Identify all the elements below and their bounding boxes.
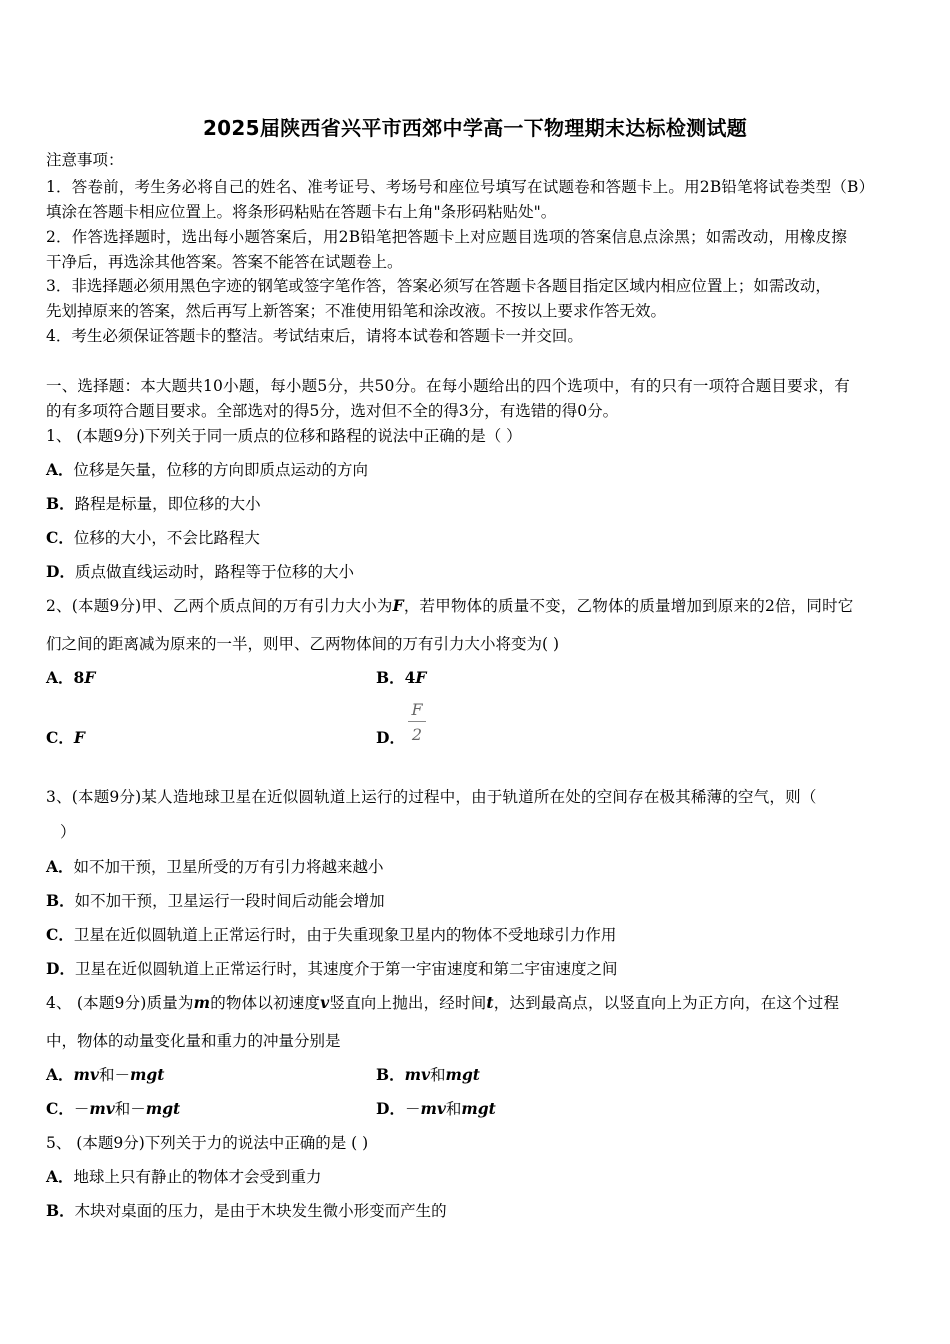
section-intro: 一、选择题：本大题共10小题，每小题5分，共50分。在每小题给出的四个选项中，有的只有一项符合题目要求，有 (46, 377, 850, 395)
option-letter: A． (46, 460, 74, 479)
stem-text: ，若甲物体的质量不变，乙物体的质量增加到原来的2倍，同时它 (403, 597, 854, 615)
stem-text: 2、(本题9分)甲、乙两个质点间的万有引力大小为 (46, 597, 393, 615)
option-letter: B． (46, 891, 75, 910)
page-title: 2025届陕西省兴平市西郊中学高一下物理期末达标检测试题 (202, 116, 748, 140)
question-5-stem: 5、 (本题9分)下列关于力的说法中正确的是 ( ) (46, 1134, 369, 1152)
variable-v: v (320, 993, 330, 1012)
question-4-option-c (46, 1099, 180, 1119)
option-letter: D． (376, 728, 405, 747)
option-text: 地球上只有静止的物体才会受到重力 (73, 1168, 322, 1186)
option-letter: A． (46, 1065, 74, 1084)
section-intro: 的有多项符合题目要求。全部选对的得5分，选对但不全的得3分，有选错的得0分。 (46, 402, 619, 420)
notice-line: 干净后，再选涂其他答案。答案不能答在试题卷上。 (46, 253, 403, 271)
stem-text: 竖直向上抛出，经时间 (329, 994, 487, 1012)
option-text: 卫星在近似圆轨道上正常运行时，由于失重现象卫星内的物体不受地球引力作用 (73, 926, 617, 944)
option-term: mv (420, 1099, 446, 1118)
fraction-numerator: F (411, 700, 423, 719)
option-letter: A． (46, 668, 74, 687)
question-3-stem-cont: ） (60, 823, 76, 841)
question-1-option-c (46, 528, 260, 548)
option-letter: D． (376, 1099, 405, 1118)
variable-m: m (193, 993, 211, 1012)
option-text: － (404, 1100, 421, 1118)
question-2-stem-cont: 们之间的距离减为原来的一半，则甲、乙两物体间的万有引力大小将变为( ) (46, 635, 560, 653)
option-text: 位移的大小，不会比路程大 (73, 529, 260, 547)
question-1-option-d (46, 562, 354, 582)
option-letter: C． (46, 728, 74, 747)
option-number: 4 (404, 668, 416, 687)
option-letter: A． (46, 857, 74, 876)
option-variable: F (415, 668, 427, 687)
question-4-option-d (376, 1099, 496, 1119)
option-variable: F (73, 728, 85, 747)
notice-heading: 注意事项： (46, 151, 124, 169)
option-letter: C． (46, 528, 74, 547)
option-letter: B． (46, 494, 75, 513)
option-text: 和 (445, 1100, 462, 1118)
fraction-denominator: 2 (411, 725, 423, 744)
option-letter: C． (46, 1099, 74, 1118)
question-4-option-b (376, 1065, 480, 1085)
question-5-option-b (46, 1201, 447, 1221)
option-letter: D． (46, 959, 75, 978)
question-2-option-c (46, 728, 85, 748)
question-2-stem (46, 596, 906, 616)
option-text: 路程是标量，即位移的大小 (74, 495, 261, 513)
variable-t: t (486, 993, 494, 1012)
option-letter: B． (376, 1065, 405, 1084)
question-3-option-b (46, 891, 385, 911)
question-4-stem (46, 993, 906, 1013)
option-term: mgt (461, 1099, 496, 1118)
option-text: 木块对桌面的压力，是由于木块发生微小形变而产生的 (74, 1202, 447, 1220)
option-text: 和－ (114, 1100, 146, 1118)
question-2-option-a (46, 668, 95, 688)
option-term: mv (404, 1065, 431, 1084)
option-letter: B． (376, 668, 405, 687)
option-variable: F (84, 668, 96, 687)
option-term: mgt (129, 1065, 165, 1084)
stem-text: ，达到最高点，以竖直向上为正方向，在这个过程 (493, 994, 840, 1012)
option-number: 8 (73, 668, 85, 687)
option-letter: A． (46, 1167, 74, 1186)
question-1-option-a (46, 460, 368, 480)
question-1-stem: 1、 (本题9分)下列关于同一质点的位移和路程的说法中正确的是（ ） (46, 427, 522, 445)
option-letter: B． (46, 1201, 75, 1220)
question-2-option-d (376, 728, 405, 748)
notice-line: 3．非选择题必须用黑色字迹的钢笔或签字笔作答，答案必须写在答题卡各题目指定区域内相应位置上；如需改动， (46, 277, 831, 295)
stem-text: 4、 (本题9分)质量为 (46, 994, 194, 1012)
stem-text: 的物体以初速度 (210, 994, 321, 1012)
notice-line: 4．考生必须保证答题卡的整洁。考试结束后，请将本试卷和答题卡一并交回。 (46, 327, 583, 345)
question-2-option-b (376, 668, 426, 688)
notice-line: 填涂在答题卡相应位置上。将条形码粘贴在答题卡右上角"条形码粘贴处"。 (46, 203, 557, 221)
notice-line: 先划掉原来的答案，然后再写上新答案；不准使用铅笔和涂改液。不按以上要求作答无效。 (46, 302, 667, 320)
question-4-option-a (46, 1065, 164, 1085)
question-3-stem: 3、(本题9分)某人造地球卫星在近似圆轨道上运行的过程中，由于轨道所在处的空间存在极其稀薄的空气，则（ (46, 788, 817, 806)
option-text: － (73, 1100, 90, 1118)
fraction-f-over-2 (404, 700, 430, 745)
question-1-option-b (46, 494, 261, 514)
question-5-option-a (46, 1167, 322, 1187)
option-text: 如不加干预，卫星所受的万有引力将越来越小 (73, 858, 384, 876)
option-text: 卫星在近似圆轨道上正常运行时，其速度介于第一宇宙速度和第二宇宙速度之间 (74, 960, 618, 978)
variable-f: F (392, 596, 404, 615)
option-text: 质点做直线运动时，路程等于位移的大小 (74, 563, 354, 581)
notice-line: 1．答卷前，考生务必将自己的姓名、准考证号、考场号和座位号填写在试题卷和答题卡上。用2B铅笔将试卷类型（B） (46, 178, 875, 196)
option-text: 如不加干预，卫星运行一段时间后动能会增加 (74, 892, 385, 910)
fraction-bar (408, 721, 426, 722)
option-term: mgt (145, 1099, 181, 1118)
question-4-stem-cont: 中，物体的动量变化量和重力的冲量分别是 (46, 1032, 341, 1050)
option-term: mv (73, 1065, 99, 1084)
option-term: mgt (445, 1065, 480, 1084)
question-3-option-d (46, 959, 617, 979)
option-text: 和 (430, 1066, 446, 1084)
question-3-option-c (46, 925, 616, 945)
option-term: mv (89, 1099, 115, 1118)
option-letter: C． (46, 925, 74, 944)
question-3-option-a (46, 857, 384, 877)
option-letter: D． (46, 562, 75, 581)
notice-line: 2．作答选择题时，选出每小题答案后，用2B铅笔把答题卡上对应题目选项的答案信息点涂黑；如需改动，用橡皮擦 (46, 228, 848, 246)
option-text: 位移是矢量，位移的方向即质点运动的方向 (73, 461, 369, 479)
option-text: 和－ (98, 1066, 130, 1084)
